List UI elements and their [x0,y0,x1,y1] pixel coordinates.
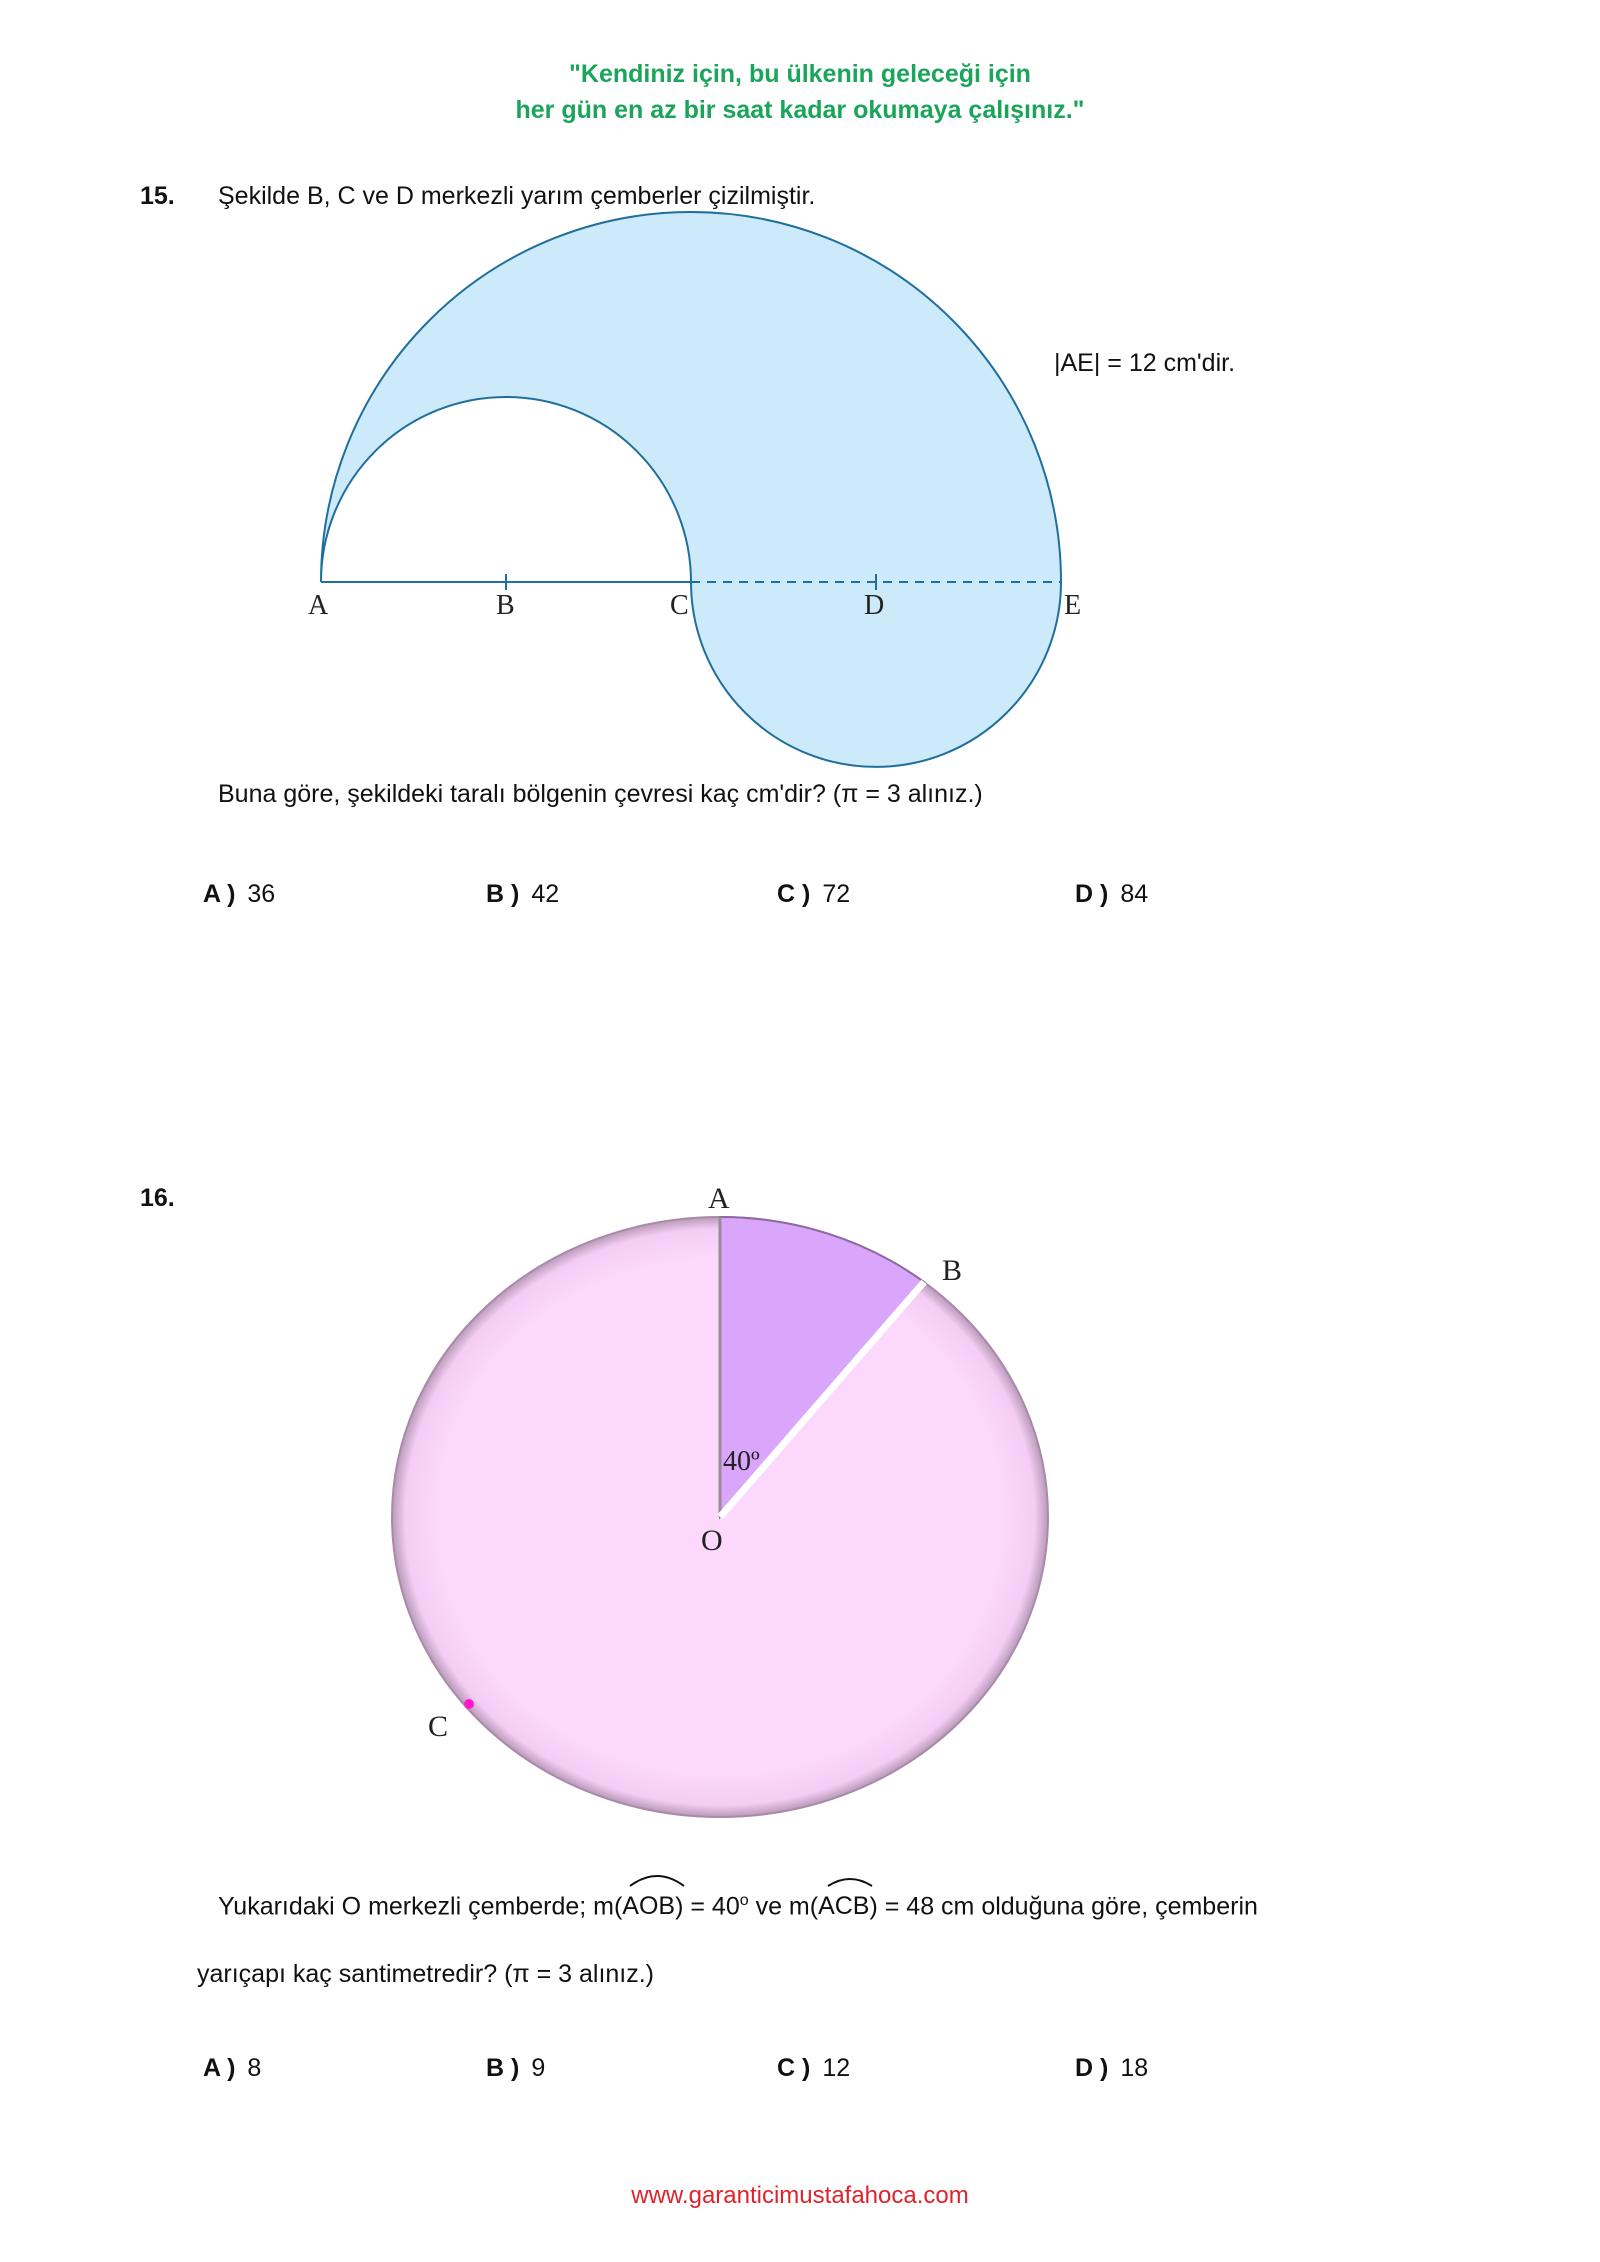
label-c: C [670,590,689,621]
choice-value: 8 [247,2054,262,2082]
q15-choice-d [1075,880,1148,909]
angle-label: 40º [723,1446,760,1477]
choice-value: 12 [822,2054,851,2082]
label-c: C [428,1710,449,1743]
arc-acb-text: ACB [818,1892,870,1921]
q16-text-a: Yukarıdaki O merkezli çemberde; m( [218,1892,623,1921]
q15-choice-a [203,880,275,909]
choice-label: A ) [203,880,236,908]
q16-choice-d [1075,2054,1148,2083]
label-b: B [496,590,515,621]
question-15-text: Buna göre, şekildeki taralı bölgenin çevresi kaç cm'dir? (π = 3 alınız.) [218,780,983,808]
q16-text-b: ) = 40 [675,1892,740,1921]
q16-choice-b [486,2054,545,2083]
question-16-line-2: yarıçapı kaç santimetredir? (π = 3 alınız.) [197,1960,655,1988]
arc-aob-text: AOB [622,1892,676,1921]
motto-line-2: her gün en az bir saat kadar okumaya çalışınız." [515,96,1085,124]
q16-text-d: ) = 48 cm olduğuna göre, çemberin [869,1892,1258,1921]
arc-aob [622,1892,675,1921]
label-o: O [701,1524,723,1557]
question-16-number: 16. [140,1184,175,1212]
footer-website[interactable]: www.garanticimustafahoca.com [631,2182,969,2209]
semicircles-figure [0,0,1600,800]
choice-value: 84 [1120,880,1149,908]
shaded-region [321,212,1061,767]
q15-choice-c [777,880,850,909]
choice-value: 42 [531,880,560,908]
question-15-given: |AE| = 12 cm'dir. [1054,349,1236,377]
choice-label: C ) [777,2054,811,2082]
q16-choice-a [203,2054,261,2083]
q15-choice-b [486,880,559,909]
q16-text-c: ve m( [748,1892,819,1921]
label-a: A [708,1182,730,1215]
choice-value: 72 [822,880,851,908]
choice-label: B ) [486,880,520,908]
degree-sign: o [739,1892,749,1909]
choice-label: D ) [1075,880,1109,908]
choice-value: 36 [247,880,276,908]
q16-choice-c [777,2054,850,2083]
arc-acb [818,1892,869,1921]
question-15-intro: Şekilde B, C ve D merkezli yarım çemberler çizilmiştir. [218,182,816,210]
label-e: E [1064,590,1082,621]
motto-line-1: "Kendiniz için, bu ülkenin geleceği için [569,60,1031,88]
circle-figure [0,1150,1600,1850]
choice-label: D ) [1075,2054,1109,2082]
label-b: B [942,1254,963,1287]
choice-value: 9 [531,2054,546,2082]
choice-label: A ) [203,2054,236,2082]
choice-label: C ) [777,880,811,908]
question-16-line-1 [218,1892,1258,1921]
question-15-number: 15. [140,182,175,210]
point-c-dot [464,1699,474,1709]
choice-value: 18 [1120,2054,1149,2082]
label-d: D [864,590,885,621]
label-a: A [308,590,329,621]
choice-label: B ) [486,2054,520,2082]
